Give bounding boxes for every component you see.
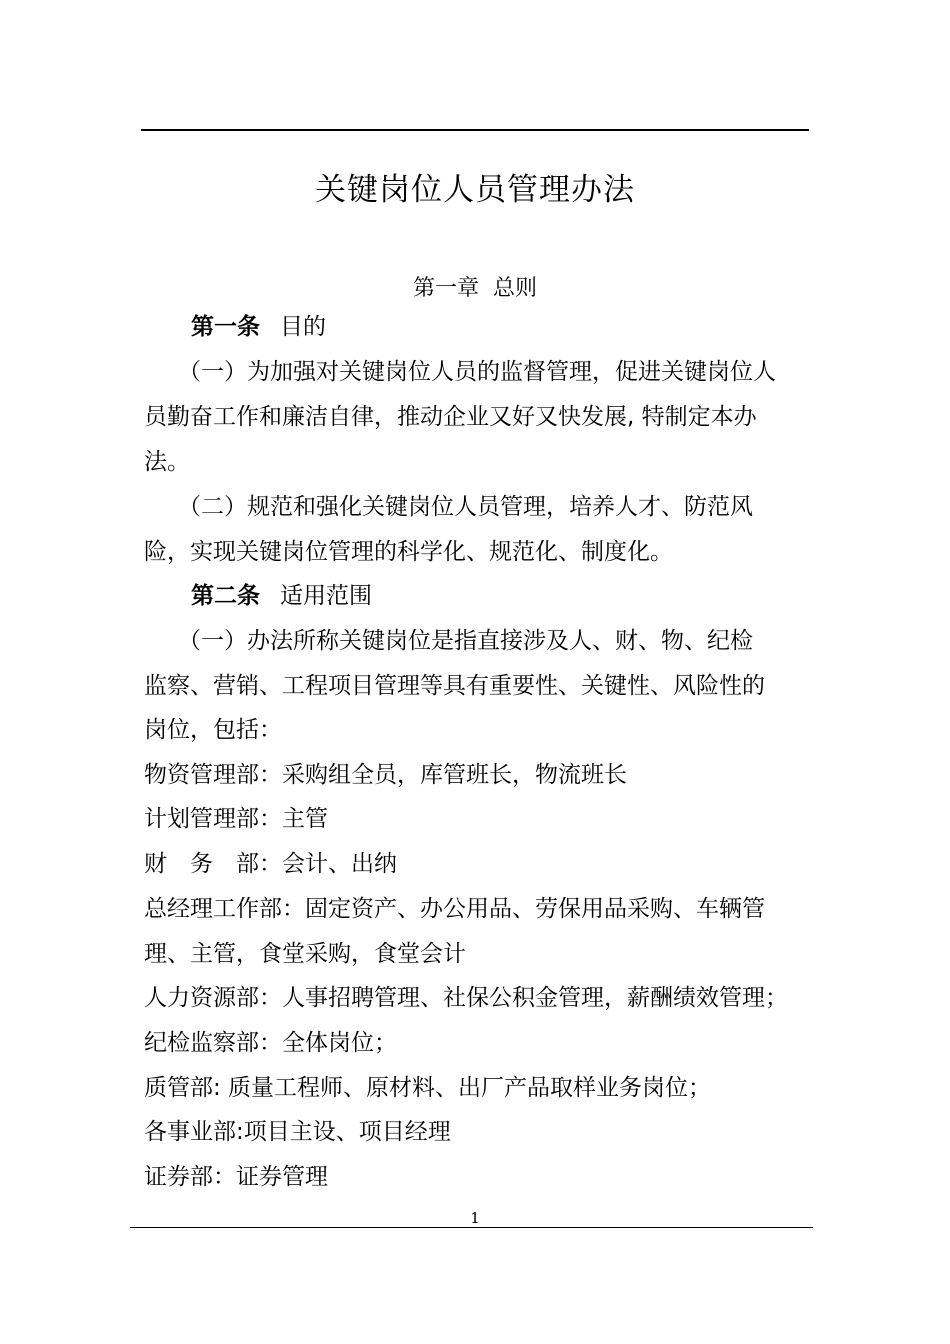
page-number: 1 (470, 1209, 480, 1227)
article-2-line: 证券部：证券管理 (144, 1164, 328, 1190)
article-2-label: 第二条 (191, 583, 260, 609)
article-1-line: 法。 (144, 449, 190, 475)
article-2-line: 岗位，包括： (144, 717, 282, 743)
article-1-heading (191, 311, 326, 343)
article-1-label: 第一条 (191, 314, 260, 340)
footer-rule (130, 1227, 813, 1228)
chapter-name: 总则 (493, 276, 538, 301)
article-1-line: （二）规范和强化关键岗位人员管理，培养人才、防范风 (178, 494, 753, 520)
document-title: 关键岗位人员管理办法 (315, 172, 635, 208)
article-2-name: 适用范围 (280, 583, 372, 609)
article-2-line: 理、主管，食堂采购，食堂会计 (144, 941, 466, 967)
chapter-number: 第一章 (412, 276, 479, 301)
article-2-line: （一）办法所称关键岗位是指直接涉及人、财、物、纪检 (178, 628, 753, 654)
article-2-heading (191, 580, 372, 612)
article-1-line: 险，实现关键岗位管理的科学化、规范化、制度化。 (144, 539, 673, 565)
article-1-line: （一）为加强对关键岗位人员的监督管理，促进关键岗位人 (178, 359, 776, 385)
header-rule (141, 129, 809, 131)
article-2-line: 各事业部:项目主设、项目经理 (144, 1119, 451, 1145)
article-2-line: 监察、营销、工程项目管理等具有重要性、关键性、风险性的 (144, 673, 765, 699)
article-2-line: 总经理工作部：固定资产、办公用品、劳保用品采购、车辆管 (144, 896, 765, 922)
article-2-line: 计划管理部：主管 (144, 806, 328, 832)
article-2-line: 物资管理部：采购组全员，库管班长，物流班长 (144, 762, 627, 788)
article-2-line: 质管部: 质量工程师、原材料、出厂产品取样业务岗位； (144, 1075, 712, 1101)
article-1-name: 目的 (280, 314, 326, 340)
article-1-line: 员勤奋工作和廉洁自律，推动企业又好又快发展, 特制定本办 (144, 404, 757, 430)
article-2-line: 纪检监察部：全体岗位； (144, 1030, 397, 1056)
chapter-heading (0, 271, 950, 302)
article-2-line: 财 务 部：会计、出纳 (144, 851, 397, 877)
article-2-line: 人力资源部：人事招聘管理、社保公积金管理，薪酬绩效管理； (144, 985, 788, 1011)
